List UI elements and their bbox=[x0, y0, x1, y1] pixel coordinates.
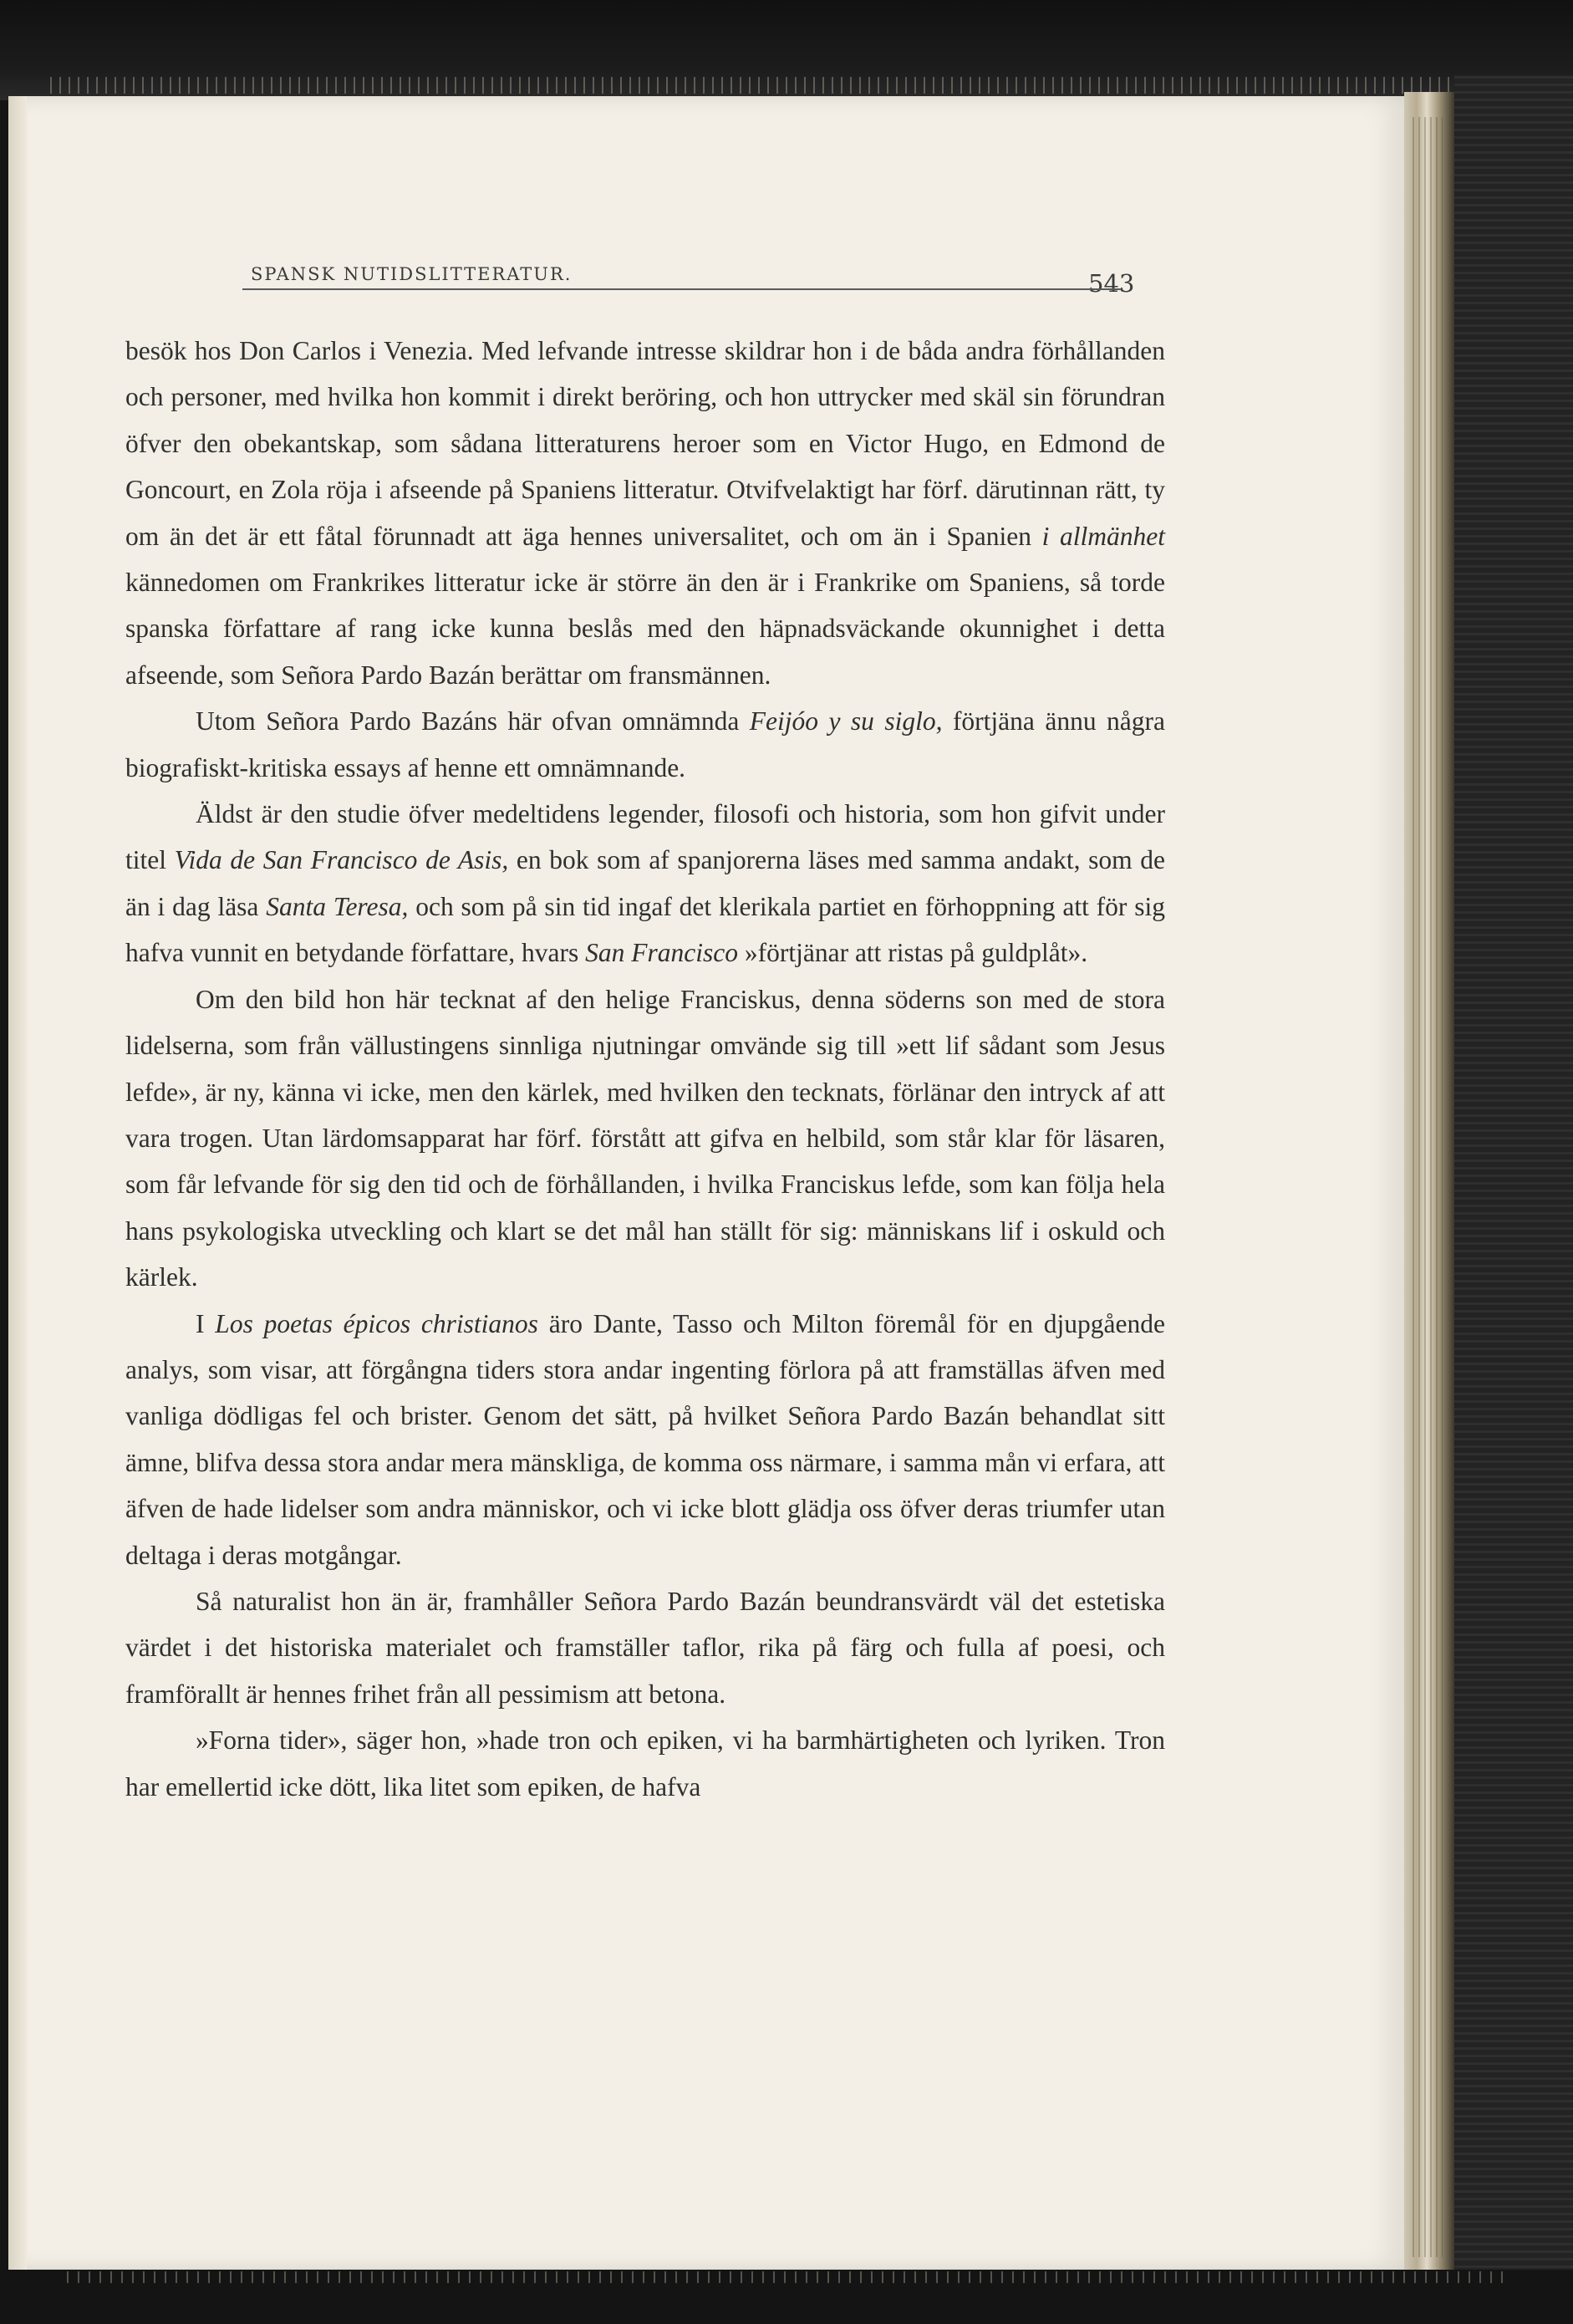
text-run: Utom Señora Pardo Bazáns här ofvan omnämnda bbox=[196, 706, 750, 736]
page-edges bbox=[1413, 117, 1443, 2257]
italic-title: Feijóo y su siglo, bbox=[749, 706, 943, 736]
book-cover-edge bbox=[1454, 75, 1573, 2291]
page-number: 543 bbox=[1088, 269, 1135, 298]
scan-bottom-border bbox=[0, 2270, 1573, 2324]
text-run: äro Dante, Tasso och Milton föremål för en djupgående analys, som visar, att förgångna tiders stora andar ingenting förlora på att framställas äfven med vanliga dödligas fel och brister. Genom det sätt, på hvilket Señora Pardo Bazán behandlat sitt ämne, blifva dessa stora andar mera mänskliga, de komma oss närmare, i samma mån vi erfara, att äfven de hade lidelser som andra människor, och vi icke blott glädja oss öfver deras triumfer utan deltaga i deras motgångar. bbox=[125, 1308, 1165, 1570]
italic-title: Los poetas épicos christianos bbox=[215, 1308, 538, 1338]
text-run: en bok som af spanjorerna läses med samma andakt, som de än i dag läsa bbox=[125, 845, 1165, 921]
italic-title: Vida de San Francisco de Asis, bbox=[174, 845, 509, 875]
paragraph bbox=[125, 1578, 1165, 1717]
paragraph bbox=[125, 976, 1165, 1301]
text-run: besök hos Don Carlos i Venezia. Med lefvande intresse skildrar hon i de båda andra förhållanden och personer, med hvilka hon kommit i direkt beröring, och hon uttrycker med skäl sin förundran öfver den obekantskap, som sådana litteraturens heroer som en Victor Hugo, en Edmond de Goncourt, en Zola röja i afseende på Spaniens litteratur. Otvifvelaktigt har förf. därutinnan rätt, ty om än det är ett fåtal förunnadt att äga hennes universalitet, och om än i Spanien bbox=[125, 336, 1165, 551]
text-run: I bbox=[196, 1308, 216, 1338]
text-run: kännedomen om Frankrikes litteratur icke är större än den är i Frankrike om Spaniens, så torde spanska författare af rang icke kunna beslås med den häpnadsväckande okunnighet i detta afseende, som Señora Pardo Bazán berättar om fransmännen. bbox=[125, 568, 1165, 690]
text-run: och som på sin tid ingaf det klerikala partiet en förhoppning att för sig hafva vunnit en betydande författare, hvars bbox=[125, 891, 1166, 968]
text-run: förtjäna ännu några biografiskt-kritiska essays af henne ett omnämnande. bbox=[125, 706, 1165, 782]
running-title: SPANSK NUTIDSLITTERATUR. bbox=[251, 264, 573, 284]
page-left-edge bbox=[8, 96, 27, 2270]
italic-title: i allmänhet bbox=[1041, 521, 1165, 551]
paragraph bbox=[125, 328, 1165, 698]
text-run: Så naturalist hon än är, framhåller Señora Pardo Bazán beundransvärdt väl det estetiska värdet i det historiska materialet och framställer taflor, rika på färg och fulla af poesi, och framförallt är hennes frihet från all pessimism att betona. bbox=[125, 1586, 1165, 1709]
paragraph bbox=[125, 1717, 1165, 1810]
italic-title: Santa Teresa, bbox=[266, 891, 409, 921]
text-run: »förtjänar att ristas på guldplåt». bbox=[738, 938, 1088, 968]
scan-top-border bbox=[0, 0, 1573, 100]
paragraph bbox=[125, 791, 1165, 976]
body-text bbox=[125, 328, 1165, 1810]
italic-title: San Francisco bbox=[585, 938, 739, 968]
header-rule bbox=[242, 288, 1122, 290]
text-run: »Forna tider», säger hon, »hade tron och epiken, vi ha barmhärtigheten och lyriken. Tron har emellertid icke dött, lika litet som epiken, de hafva bbox=[125, 1725, 1165, 1802]
text-run: Om den bild hon här tecknat af den helige Franciskus, denna söderns son med de stora lidelserna, som från vällustingens sinnliga njutningar omvände sig till »ett lif sådant som Jesus lefde», är ny, känna vi icke, men den kärlek, med hvilken den tecknats, förlänar den intryck af att vara trogen. Utan lärdomsapparat har förf. förstått att gifva en helbild, som står klar för läsaren, som får lefvande för sig den tid och de förhållanden, i hvilka Franciskus lefde, som kan följa hela hans psykologiska utveckling och klart se det mål han ställt för sig: människans lif i oskuld och kärlek. bbox=[125, 984, 1165, 1292]
paragraph bbox=[125, 698, 1165, 791]
text-run: Äldst är den studie öfver medeltidens legender, filosofi och historia, som hon gifvit under titel bbox=[125, 799, 1165, 875]
paragraph bbox=[125, 1301, 1165, 1578]
